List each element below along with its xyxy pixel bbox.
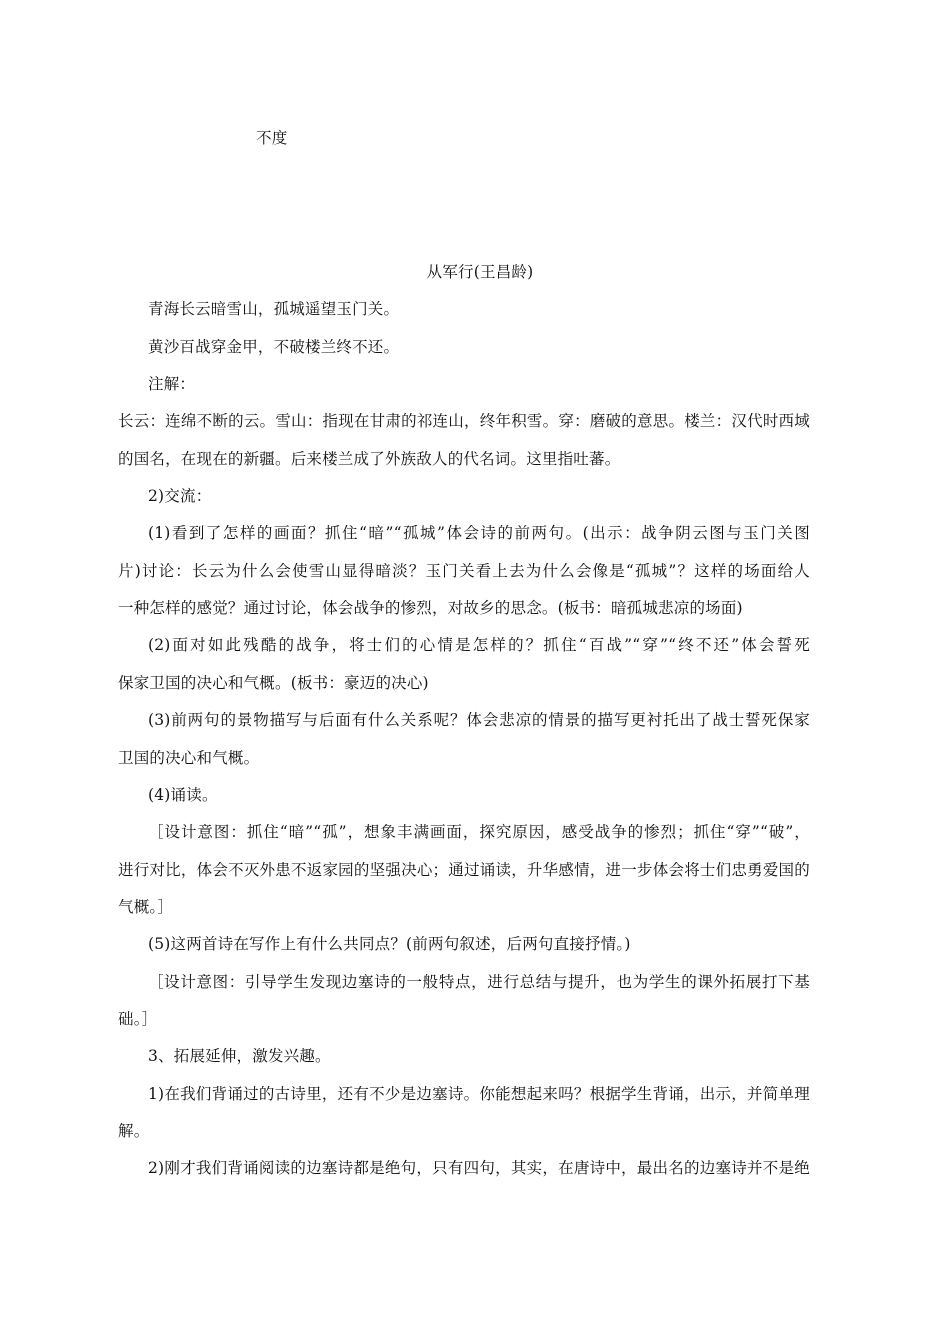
section-3-heading: 3、拓展延伸，激发兴趣。 bbox=[148, 1047, 331, 1065]
design-intent-1-line-2: 进行对比，体会不灭外患不返家园的坚强决心；通过诵读，升华感情，进一步体会将士们忠勇爱国的 bbox=[118, 861, 810, 879]
poem-line-1: 青海长云暗雪山，孤城遥望玉门关。 bbox=[148, 300, 400, 318]
design-intent-2-line-2: 础。］ bbox=[118, 1010, 158, 1028]
extension-2-line-1: 2)刚才我们背诵阅读的边塞诗都是绝句，只有四句，其实，在唐诗中，最出名的边塞诗并不是绝 bbox=[148, 1159, 810, 1177]
annotation-heading: 注解： bbox=[148, 375, 196, 393]
extension-1-line-2: 解。 bbox=[118, 1122, 150, 1140]
paragraph-2-line-2: 保家卫国的决心和气概。(板书：豪迈的决心) bbox=[118, 674, 429, 692]
annotation-text-line-1: 长云：连绵不断的云。雪山：指现在甘肃的祁连山，终年积雪。穿：磨破的意思。楼兰：汉代时西域 bbox=[118, 412, 810, 430]
design-intent-2-line-1: ［设计意图：引导学生发现边塞诗的一般特点，进行总结与提升，也为学生的课外拓展打下基 bbox=[148, 973, 810, 991]
design-intent-1-line-3: 气概。］ bbox=[118, 898, 174, 916]
paragraph-3-line-2: 卫国的决心和气概。 bbox=[118, 749, 260, 767]
poem-title: 从军行(王昌龄) bbox=[426, 263, 534, 281]
design-intent-1-line-1: ［设计意图：抓住“暗”“孤”，想象丰满画面，探究原因，感受战争的惨烈；抓住“穿”“破”， bbox=[148, 823, 810, 841]
fragment-text: 不度 bbox=[256, 129, 288, 147]
annotation-text-line-2: 的国名，在现在的新疆。后来楼兰成了外族敌人的代名词。这里指吐蕃。 bbox=[118, 450, 621, 468]
paragraph-5: (5)这两首诗在写作上有什么共同点？(前两句叙述，后两句直接抒情。) bbox=[148, 935, 631, 953]
extension-1-line-1: 1)在我们背诵过的古诗里，还有不少是边塞诗。你能想起来吗？根据学生背诵，出示，并简单理 bbox=[148, 1085, 810, 1103]
poem-line-2: 黄沙百战穿金甲，不破楼兰终不还。 bbox=[148, 338, 400, 356]
paragraph-2-line-1: (2)面对如此残酷的战争，将士们的心情是怎样的？抓住“百战”“穿”“终不还”体会誓死 bbox=[148, 636, 810, 654]
paragraph-1-line-3: 一种怎样的感觉？通过讨论，体会战争的惨烈，对故乡的思念。(板书：暗孤城悲凉的场面) bbox=[118, 599, 743, 617]
paragraph-4: (4)诵读。 bbox=[148, 786, 218, 804]
paragraph-3-line-1: (3)前两句的景物描写与后面有什么关系呢？体会悲凉的情景的描写更衬托出了战士誓死保家 bbox=[148, 711, 810, 729]
paragraph-1-line-1: (1)看到了怎样的画面？抓住“暗”“孤城”体会诗的前两句。(出示：战争阴云图与玉门关图 bbox=[148, 524, 810, 542]
section-exchange-heading: 2)交流： bbox=[148, 487, 212, 505]
paragraph-1-line-2: 片)讨论：长云为什么会使雪山显得暗淡？玉门关看上去为什么会像是“孤城”？这样的场面给人 bbox=[118, 562, 810, 580]
